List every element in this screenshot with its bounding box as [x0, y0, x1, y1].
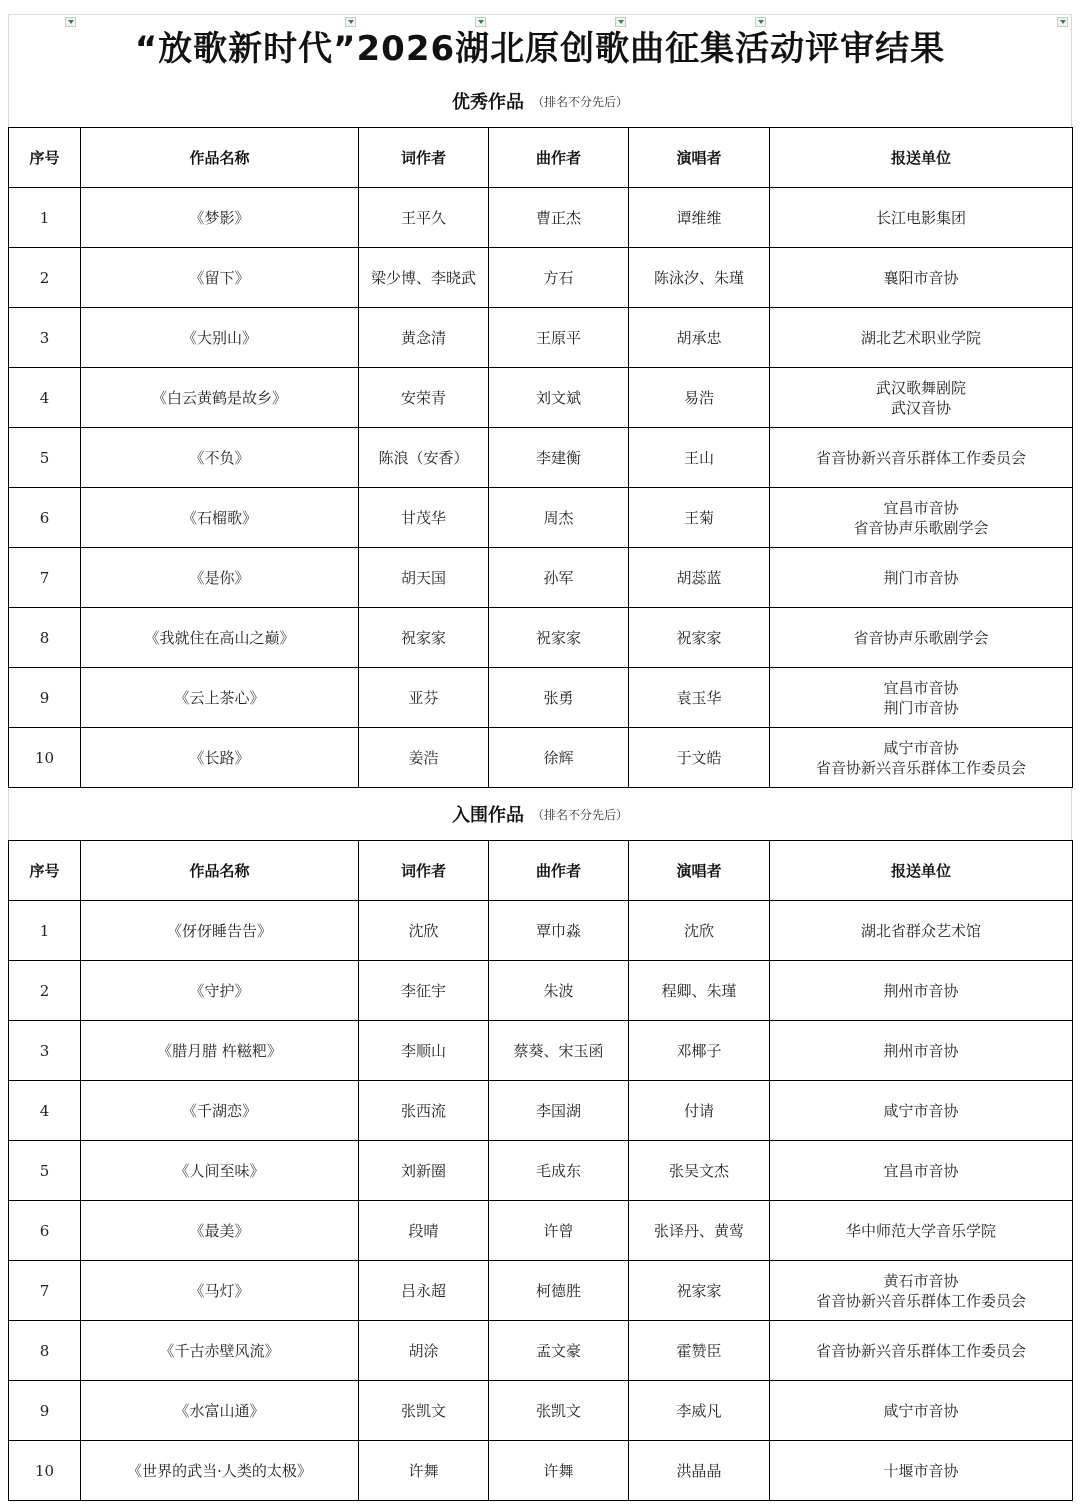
unit-name: 十堰市音协: [883, 1461, 959, 1480]
column-header: 序号: [9, 128, 81, 188]
cell-singer: 程卿、朱瑾: [629, 961, 770, 1021]
unit-name: 荆州市音协: [883, 981, 959, 1000]
results-table: [8, 840, 1073, 1501]
table-row: [9, 728, 1073, 788]
cell-submitting-unit: [770, 901, 1073, 961]
cell-composer: 徐辉: [489, 728, 629, 788]
cell-submitting-unit: [770, 1021, 1073, 1081]
table-row: [9, 368, 1073, 428]
cell-singer: 胡蕊蓝: [629, 548, 770, 608]
section-title: 优秀作品: [451, 92, 524, 113]
cell-lyricist: 李征宇: [359, 961, 489, 1021]
cell-lyricist: 段晴: [359, 1201, 489, 1261]
unit-name: 省音协新兴音乐群体工作委员会: [815, 1291, 1026, 1310]
cell-work-title: 《世界的武当·人类的太极》: [81, 1441, 359, 1501]
cell-submitting-unit: [770, 368, 1073, 428]
cell-lyricist: 安荣青: [359, 368, 489, 428]
table-row: [9, 548, 1073, 608]
unit-name: 襄阳市音协: [883, 268, 959, 287]
section-note: （排名不分先后）: [531, 94, 628, 109]
cell-number: 9: [9, 1381, 81, 1441]
cell-work-title: 《千古赤壁风流》: [81, 1321, 359, 1381]
cell-work-title: 《我就住在高山之巅》: [81, 608, 359, 668]
cell-work-title: 《马灯》: [81, 1261, 359, 1321]
cell-number: 2: [9, 248, 81, 308]
cell-lyricist: 许舞: [359, 1441, 489, 1501]
table-row: [9, 1021, 1073, 1081]
table-row: [9, 961, 1073, 1021]
cell-singer: 易浩: [629, 368, 770, 428]
cell-submitting-unit: [770, 668, 1073, 728]
table-row: [9, 1141, 1073, 1201]
page-title: “放歌新时代”2026湖北原创歌曲征集活动评审结果: [134, 28, 946, 69]
column-header: 演唱者: [629, 841, 770, 901]
cell-work-title: 《千湖恋》: [81, 1081, 359, 1141]
column-header: 作品名称: [81, 841, 359, 901]
unit-name: 华中师范大学音乐学院: [845, 1221, 996, 1240]
cell-number: 8: [9, 608, 81, 668]
cell-composer: 曹正杰: [489, 188, 629, 248]
cell-lyricist: 张西流: [359, 1081, 489, 1141]
unit-name: 咸宁市音协: [883, 1101, 959, 1120]
cell-work-title: 《腊月腊 杵糍粑》: [81, 1021, 359, 1081]
filter-dropdown-icon[interactable]: [65, 17, 76, 27]
cell-composer: 孟文豪: [489, 1321, 629, 1381]
cell-work-title: 《梦影》: [81, 188, 359, 248]
unit-name: 黄石市音协: [883, 1271, 959, 1290]
unit-name: 武汉音协: [890, 398, 951, 417]
cell-submitting-unit: [770, 548, 1073, 608]
table-row: [9, 1261, 1073, 1321]
cell-singer: 霍赞臣: [629, 1321, 770, 1381]
unit-name: 省音协新兴音乐群体工作委员会: [815, 758, 1026, 777]
cell-singer: 张译丹、黄莺: [629, 1201, 770, 1261]
column-header: 报送单位: [770, 128, 1073, 188]
cell-composer: 孙军: [489, 548, 629, 608]
cell-number: 10: [9, 728, 81, 788]
cell-singer: 李威凡: [629, 1381, 770, 1441]
section-title: 入围作品: [451, 805, 524, 826]
cell-lyricist: 吕永超: [359, 1261, 489, 1321]
cell-work-title: 《伢伢睡告告》: [81, 901, 359, 961]
table-row: [9, 308, 1073, 368]
column-header: 词作者: [359, 841, 489, 901]
table-row: [9, 608, 1073, 668]
table-row: [9, 668, 1073, 728]
cell-submitting-unit: [770, 308, 1073, 368]
table-row: [9, 1321, 1073, 1381]
column-header: 曲作者: [489, 841, 629, 901]
cell-work-title: 《长路》: [81, 728, 359, 788]
cell-work-title: 《白云黄鹤是故乡》: [81, 368, 359, 428]
cell-submitting-unit: [770, 728, 1073, 788]
cell-number: 1: [9, 901, 81, 961]
cell-work-title: 《大别山》: [81, 308, 359, 368]
table-row: [9, 188, 1073, 248]
column-header: 作品名称: [81, 128, 359, 188]
cell-singer: 胡承忠: [629, 308, 770, 368]
cell-composer: 周杰: [489, 488, 629, 548]
cell-submitting-unit: [770, 608, 1073, 668]
cell-number: 7: [9, 1261, 81, 1321]
cell-work-title: 《不负》: [81, 428, 359, 488]
cell-submitting-unit: [770, 1261, 1073, 1321]
cell-submitting-unit: [770, 1141, 1073, 1201]
cell-composer: 方石: [489, 248, 629, 308]
cell-singer: 王菊: [629, 488, 770, 548]
cell-lyricist: 梁少博、李晓武: [359, 248, 489, 308]
cell-composer: 刘文斌: [489, 368, 629, 428]
cell-submitting-unit: [770, 1441, 1073, 1501]
cell-lyricist: 陈浪（安香）: [359, 428, 489, 488]
filter-dropdown-icon[interactable]: [615, 17, 626, 27]
unit-name: 湖北省群众艺术馆: [860, 921, 981, 940]
unit-name: 宜昌市音协: [883, 678, 959, 697]
cell-work-title: 《最美》: [81, 1201, 359, 1261]
cell-number: 8: [9, 1321, 81, 1381]
unit-name: 宜昌市音协: [883, 1161, 959, 1180]
cell-lyricist: 王平久: [359, 188, 489, 248]
cell-submitting-unit: [770, 248, 1073, 308]
cell-composer: 李建衡: [489, 428, 629, 488]
cell-number: 3: [9, 1021, 81, 1081]
cell-lyricist: 胡天国: [359, 548, 489, 608]
cell-submitting-unit: [770, 1201, 1073, 1261]
table-row: [9, 1441, 1073, 1501]
unit-name: 荆州市音协: [883, 1041, 959, 1060]
column-header: 报送单位: [770, 841, 1073, 901]
unit-name: 长江电影集团: [875, 208, 966, 227]
cell-submitting-unit: [770, 488, 1073, 548]
cell-number: 5: [9, 1141, 81, 1201]
title-row: [8, 14, 1072, 75]
cell-singer: 付请: [629, 1081, 770, 1141]
table-row: [9, 1381, 1073, 1441]
cell-composer: 柯德胜: [489, 1261, 629, 1321]
cell-singer: 邓椰子: [629, 1021, 770, 1081]
cell-lyricist: 黄念清: [359, 308, 489, 368]
unit-name: 宜昌市音协: [883, 498, 959, 517]
unit-name: 省音协新兴音乐群体工作委员会: [815, 1341, 1026, 1360]
cell-number: 7: [9, 548, 81, 608]
table-row: [9, 1201, 1073, 1261]
cell-number: 3: [9, 308, 81, 368]
cell-lyricist: 姜浩: [359, 728, 489, 788]
cell-number: 2: [9, 961, 81, 1021]
cell-submitting-unit: [770, 428, 1073, 488]
column-header: 序号: [9, 841, 81, 901]
table-row: [9, 488, 1073, 548]
cell-singer: 谭维维: [629, 188, 770, 248]
filter-dropdown-icon[interactable]: [475, 17, 486, 27]
cell-number: 1: [9, 188, 81, 248]
results-table: [8, 127, 1073, 788]
cell-lyricist: 张凯文: [359, 1381, 489, 1441]
column-header: 演唱者: [629, 128, 770, 188]
filter-dropdown-icon[interactable]: [1057, 17, 1068, 27]
cell-lyricist: 甘茂华: [359, 488, 489, 548]
cell-number: 4: [9, 1081, 81, 1141]
cell-work-title: 《是你》: [81, 548, 359, 608]
cell-singer: 沈欣: [629, 901, 770, 961]
cell-number: 10: [9, 1441, 81, 1501]
cell-lyricist: 刘新圈: [359, 1141, 489, 1201]
cell-number: 6: [9, 1201, 81, 1261]
cell-composer: 许曾: [489, 1201, 629, 1261]
cell-number: 5: [9, 428, 81, 488]
cell-work-title: 《守护》: [81, 961, 359, 1021]
table-row: [9, 428, 1073, 488]
column-header: 词作者: [359, 128, 489, 188]
cell-composer: 覃巾淼: [489, 901, 629, 961]
unit-name: 武汉歌舞剧院: [875, 378, 966, 397]
section-note: （排名不分先后）: [531, 807, 628, 822]
section-header: [8, 75, 1072, 127]
cell-submitting-unit: [770, 1321, 1073, 1381]
sections-container: [8, 75, 1072, 1501]
unit-name: 荆门市音协: [883, 698, 959, 717]
cell-work-title: 《云上茶心》: [81, 668, 359, 728]
unit-name: 省音协声乐歌剧学会: [853, 518, 989, 537]
cell-composer: 毛成东: [489, 1141, 629, 1201]
cell-singer: 祝家家: [629, 1261, 770, 1321]
cell-composer: 王原平: [489, 308, 629, 368]
results-sheet: [8, 14, 1072, 1501]
table-header-row: [9, 128, 1073, 188]
unit-name: 省音协新兴音乐群体工作委员会: [815, 448, 1026, 467]
section-header: [8, 788, 1072, 840]
cell-singer: 张吴文杰: [629, 1141, 770, 1201]
cell-lyricist: 祝家家: [359, 608, 489, 668]
cell-singer: 于文皓: [629, 728, 770, 788]
filter-dropdown-icon[interactable]: [755, 17, 766, 27]
cell-work-title: 《水富山通》: [81, 1381, 359, 1441]
cell-composer: 朱波: [489, 961, 629, 1021]
cell-singer: 王山: [629, 428, 770, 488]
cell-singer: 洪晶晶: [629, 1441, 770, 1501]
unit-name: 咸宁市音协: [883, 738, 959, 757]
cell-number: 6: [9, 488, 81, 548]
cell-singer: 袁玉华: [629, 668, 770, 728]
cell-lyricist: 胡涂: [359, 1321, 489, 1381]
cell-submitting-unit: [770, 188, 1073, 248]
cell-composer: 许舞: [489, 1441, 629, 1501]
cell-work-title: 《留下》: [81, 248, 359, 308]
cell-number: 9: [9, 668, 81, 728]
cell-composer: 蔡葵、宋玉函: [489, 1021, 629, 1081]
cell-work-title: 《人间至味》: [81, 1141, 359, 1201]
unit-name: 咸宁市音协: [883, 1401, 959, 1420]
cell-composer: 张勇: [489, 668, 629, 728]
cell-submitting-unit: [770, 1081, 1073, 1141]
cell-lyricist: 沈欣: [359, 901, 489, 961]
cell-singer: 祝家家: [629, 608, 770, 668]
cell-singer: 陈泳汐、朱瑾: [629, 248, 770, 308]
cell-number: 4: [9, 368, 81, 428]
cell-lyricist: 亚芬: [359, 668, 489, 728]
column-header: 曲作者: [489, 128, 629, 188]
table-header-row: [9, 841, 1073, 901]
cell-submitting-unit: [770, 1381, 1073, 1441]
filter-dropdown-icon[interactable]: [345, 17, 356, 27]
cell-submitting-unit: [770, 961, 1073, 1021]
cell-composer: 李国湖: [489, 1081, 629, 1141]
cell-lyricist: 李顺山: [359, 1021, 489, 1081]
unit-name: 湖北艺术职业学院: [860, 328, 981, 347]
table-row: [9, 901, 1073, 961]
table-row: [9, 248, 1073, 308]
unit-name: 省音协声乐歌剧学会: [853, 628, 989, 647]
cell-work-title: 《石榴歌》: [81, 488, 359, 548]
cell-composer: 张凯文: [489, 1381, 629, 1441]
unit-name: 荆门市音协: [883, 568, 959, 587]
cell-composer: 祝家家: [489, 608, 629, 668]
table-row: [9, 1081, 1073, 1141]
